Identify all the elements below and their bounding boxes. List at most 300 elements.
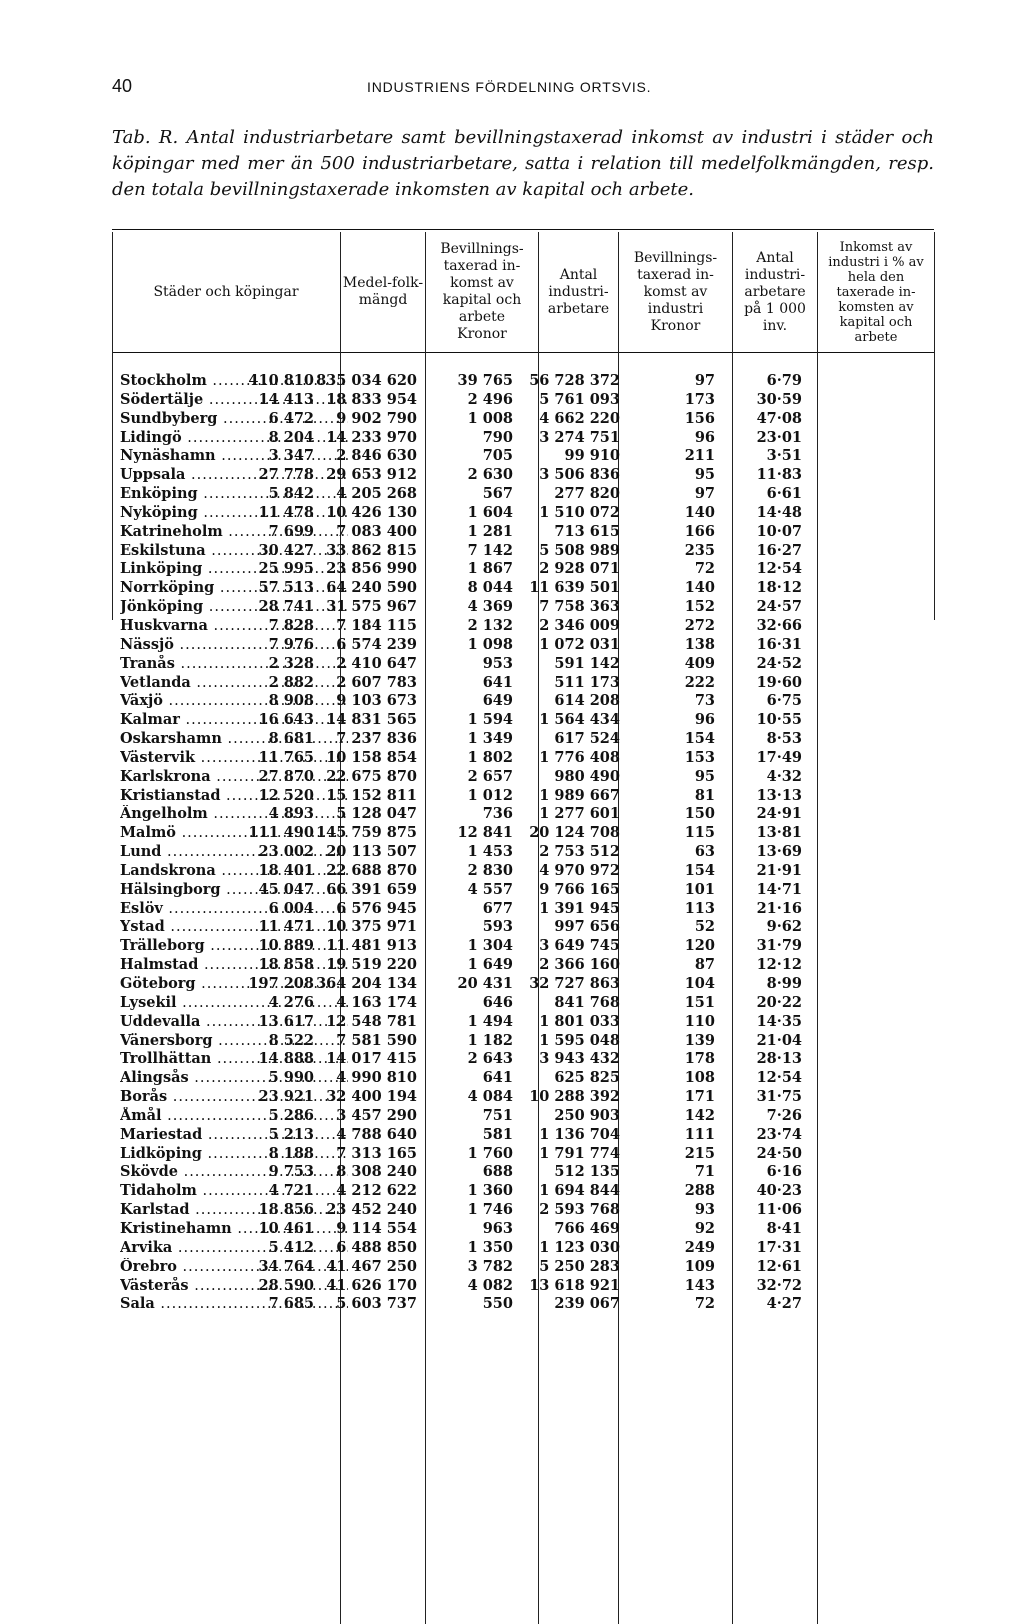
page-header bbox=[112, 76, 932, 100]
income-share-value: 10·07 bbox=[756, 522, 802, 540]
population-value: 16 643 bbox=[258, 711, 314, 729]
industry-income-value: 11 639 501 bbox=[529, 579, 620, 597]
workers-per-1000-value: 72 bbox=[694, 560, 715, 578]
city-name: Jönköping ..... bbox=[120, 598, 348, 617]
workers-per-1000-value: 96 bbox=[694, 428, 715, 446]
workers-per-1000-value: 52 bbox=[694, 918, 715, 936]
city-name: Uddevalla ..... bbox=[120, 1013, 348, 1032]
header-population-label: Medel-folk-mängd bbox=[342, 275, 424, 308]
income-share-value: 4·27 bbox=[766, 1295, 802, 1313]
city-name: Landskrona ..... bbox=[120, 862, 348, 881]
population-value: 2 328 bbox=[268, 654, 314, 672]
workers-value: 7 142 bbox=[467, 541, 513, 559]
workers-per-1000-value: 97 bbox=[694, 485, 715, 503]
city-name: Mariestad ..... bbox=[120, 1126, 348, 1145]
total-income-value: 23 856 990 bbox=[326, 560, 417, 578]
income-share-value: 14·71 bbox=[756, 880, 802, 898]
workers-value: 1 453 bbox=[467, 843, 513, 861]
workers-value: 1 649 bbox=[467, 956, 513, 974]
total-income-value: 23 452 240 bbox=[326, 1201, 417, 1219]
population-value: 7 976 bbox=[268, 635, 314, 653]
header-industry-income-unit: Kronor bbox=[650, 317, 701, 334]
city-name: Uppsala ..... bbox=[120, 466, 348, 485]
workers-value: 1 350 bbox=[467, 1238, 513, 1256]
workers-per-1000-value: 138 bbox=[684, 635, 715, 653]
workers-value: 705 bbox=[482, 447, 513, 465]
workers-per-1000-value: 143 bbox=[684, 1276, 715, 1294]
workers-per-1000-value: 108 bbox=[684, 1069, 715, 1087]
total-income-value: 2 410 647 bbox=[336, 654, 417, 672]
city-name: Lysekil ..... bbox=[120, 994, 348, 1013]
income-share-value: 24·57 bbox=[756, 598, 802, 616]
industry-income-value: 1 123 030 bbox=[539, 1238, 620, 1256]
workers-per-1000-value: 171 bbox=[684, 1088, 715, 1106]
workers-value: 641 bbox=[482, 673, 513, 691]
total-income-value: 14 017 415 bbox=[326, 1050, 417, 1068]
population-value: 4 893 bbox=[268, 805, 314, 823]
industry-income-value: 5 250 283 bbox=[539, 1257, 620, 1275]
industry-income-value: 3 649 745 bbox=[539, 937, 620, 955]
city-name: Hälsingborg ..... bbox=[120, 881, 348, 900]
workers-per-1000-value: 109 bbox=[684, 1257, 715, 1275]
table-body bbox=[112, 372, 934, 1314]
workers-value: 736 bbox=[482, 805, 513, 823]
industry-income-value: 3 274 751 bbox=[539, 428, 620, 446]
industry-income-value: 56 728 372 bbox=[529, 372, 620, 389]
workers-per-1000-value: 87 bbox=[694, 956, 715, 974]
income-share-value: 17·31 bbox=[756, 1238, 802, 1256]
table-row bbox=[112, 410, 934, 429]
population-value: 410 810 bbox=[248, 372, 314, 389]
industry-income-value: 99 910 bbox=[564, 447, 620, 465]
workers-value: 2 630 bbox=[467, 466, 513, 484]
population-value: 3 347 bbox=[268, 447, 314, 465]
workers-value: 1 349 bbox=[467, 730, 513, 748]
total-income-value: 7 313 165 bbox=[336, 1144, 417, 1162]
table-row bbox=[112, 1107, 934, 1126]
industry-income-value: 32 727 863 bbox=[529, 975, 620, 992]
table-row bbox=[112, 1277, 934, 1296]
total-income-value: 66 391 659 bbox=[326, 880, 417, 898]
workers-per-1000-value: 235 bbox=[684, 541, 715, 559]
workers-per-1000-value: 142 bbox=[684, 1106, 715, 1124]
city-name: Tidaholm ..... bbox=[120, 1182, 348, 1201]
workers-per-1000-value: 152 bbox=[684, 598, 715, 616]
workers-per-1000-value: 249 bbox=[684, 1238, 715, 1256]
population-value: 11 471 bbox=[258, 918, 314, 936]
income-share-value: 6·75 bbox=[766, 692, 802, 710]
income-share-value: 13·13 bbox=[756, 786, 802, 804]
industry-income-value: 10 288 392 bbox=[529, 1088, 620, 1106]
income-share-value: 31·79 bbox=[756, 937, 802, 955]
column-rule bbox=[934, 232, 935, 620]
city-name: Arvika ..... bbox=[120, 1239, 348, 1258]
population-value: 13 617 bbox=[258, 1012, 314, 1030]
industry-income-value: 614 208 bbox=[554, 692, 620, 710]
table-row bbox=[112, 579, 934, 598]
table-row bbox=[112, 1201, 934, 1220]
income-share-value: 21·04 bbox=[756, 1031, 802, 1049]
workers-per-1000-value: 215 bbox=[684, 1144, 715, 1162]
workers-value: 1 802 bbox=[467, 748, 513, 766]
industry-income-value: 3 506 836 bbox=[539, 466, 620, 484]
industry-income-value: 1 595 048 bbox=[539, 1031, 620, 1049]
table-caption-text: Antal industriarbetare samt bevillningstaxerad inkomst av industri i städer och köpingar med mer än 500 industriarbetare, satta i relation till medelfolkmängden, resp. den totala bevillningstaxerade inkomsten av kapital och arbete. bbox=[112, 127, 934, 200]
income-share-value: 11·06 bbox=[756, 1201, 802, 1219]
total-income-value: 18 833 954 bbox=[326, 390, 417, 408]
total-income-value: 31 575 967 bbox=[326, 598, 417, 616]
table-row bbox=[112, 617, 934, 636]
city-name: Enköping ..... bbox=[120, 485, 348, 504]
workers-value: 953 bbox=[482, 654, 513, 672]
workers-per-1000-value: 150 bbox=[684, 805, 715, 823]
header-workers-label: Antal industri-arbetare bbox=[547, 266, 610, 317]
population-value: 18 858 bbox=[258, 956, 314, 974]
city-name: Katrineholm ..... bbox=[120, 523, 348, 542]
total-income-value: 32 400 194 bbox=[326, 1088, 417, 1106]
income-share-value: 17·49 bbox=[756, 748, 802, 766]
table-row bbox=[112, 485, 934, 504]
table-row bbox=[112, 1088, 934, 1107]
workers-per-1000-value: 71 bbox=[694, 1163, 715, 1181]
population-value: 57 513 bbox=[258, 579, 314, 597]
population-value: 197 208 bbox=[248, 975, 314, 992]
industry-income-value: 4 970 972 bbox=[539, 861, 620, 879]
table-caption bbox=[112, 125, 934, 203]
table-row bbox=[112, 881, 934, 900]
income-share-value: 13·69 bbox=[756, 843, 802, 861]
total-income-value: 5 603 737 bbox=[336, 1295, 417, 1313]
table-row bbox=[112, 1050, 934, 1069]
industry-income-value: 4 662 220 bbox=[539, 409, 620, 427]
workers-per-1000-value: 156 bbox=[684, 409, 715, 427]
table-row bbox=[112, 843, 934, 862]
total-income-value: 4 205 268 bbox=[336, 485, 417, 503]
workers-value: 1 760 bbox=[467, 1144, 513, 1162]
city-name: Kalmar ..... bbox=[120, 711, 348, 730]
table-row bbox=[112, 787, 934, 806]
income-share-value: 10·55 bbox=[756, 711, 802, 729]
table-row bbox=[112, 937, 934, 956]
industry-income-value: 841 768 bbox=[554, 993, 620, 1011]
population-value: 45 047 bbox=[258, 880, 314, 898]
industry-income-value: 2 346 009 bbox=[539, 616, 620, 634]
workers-value: 39 765 bbox=[457, 372, 513, 389]
header-workers-per-1000 bbox=[734, 236, 816, 348]
population-value: 4 276 bbox=[268, 993, 314, 1011]
industry-income-value: 2 928 071 bbox=[539, 560, 620, 578]
city-name: Växjö ..... bbox=[120, 692, 348, 711]
workers-value: 567 bbox=[482, 485, 513, 503]
table-label: Tab. R. bbox=[112, 127, 179, 148]
city-name: Stockholm ..... bbox=[120, 372, 348, 391]
header-workers bbox=[540, 236, 617, 348]
table-row bbox=[112, 429, 934, 448]
income-share-value: 32·66 bbox=[756, 616, 802, 634]
city-name: Ystad ..... bbox=[120, 918, 348, 937]
city-name: Nynäshamn ..... bbox=[120, 447, 348, 466]
income-share-value: 19·60 bbox=[756, 673, 802, 691]
table-row bbox=[112, 560, 934, 579]
workers-value: 2 132 bbox=[467, 616, 513, 634]
table-row bbox=[112, 768, 934, 787]
header-population bbox=[342, 236, 424, 348]
industry-income-value: 239 067 bbox=[554, 1295, 620, 1313]
industry-income-value: 1 694 844 bbox=[539, 1182, 620, 1200]
income-share-value: 12·54 bbox=[756, 1069, 802, 1087]
industry-income-value: 1 801 033 bbox=[539, 1012, 620, 1030]
workers-per-1000-value: 111 bbox=[684, 1125, 715, 1143]
industry-income-value: 7 758 363 bbox=[539, 598, 620, 616]
workers-value: 593 bbox=[482, 918, 513, 936]
workers-per-1000-value: 96 bbox=[694, 711, 715, 729]
income-share-value: 8·99 bbox=[766, 975, 802, 992]
city-name: Karlskrona ..... bbox=[120, 768, 348, 787]
workers-per-1000-value: 211 bbox=[684, 447, 715, 465]
workers-per-1000-value: 166 bbox=[684, 522, 715, 540]
workers-value: 963 bbox=[482, 1219, 513, 1237]
industry-income-value: 997 656 bbox=[554, 918, 620, 936]
table-row bbox=[112, 542, 934, 561]
running-head: INDUSTRIENS FÖRDELNING ORTSVIS. bbox=[367, 79, 652, 95]
industry-income-value: 511 173 bbox=[554, 673, 620, 691]
workers-per-1000-value: 154 bbox=[684, 730, 715, 748]
table-row bbox=[112, 674, 934, 693]
workers-value: 649 bbox=[482, 692, 513, 710]
industry-income-value: 3 943 432 bbox=[539, 1050, 620, 1068]
workers-per-1000-value: 153 bbox=[684, 748, 715, 766]
workers-value: 1 098 bbox=[467, 635, 513, 653]
workers-value: 1 182 bbox=[467, 1031, 513, 1049]
industry-income-value: 277 820 bbox=[554, 485, 620, 503]
total-income-value: 5 128 047 bbox=[336, 805, 417, 823]
industry-income-value: 1 072 031 bbox=[539, 635, 620, 653]
income-share-value: 18·12 bbox=[756, 579, 802, 597]
income-share-value: 3·51 bbox=[766, 447, 802, 465]
table-row bbox=[112, 372, 934, 391]
table-row bbox=[112, 391, 934, 410]
industry-income-value: 625 825 bbox=[554, 1069, 620, 1087]
workers-value: 688 bbox=[482, 1163, 513, 1181]
city-name: Göteborg ..... bbox=[120, 975, 348, 994]
city-name: Malmö ..... bbox=[120, 824, 348, 843]
workers-per-1000-value: 104 bbox=[684, 975, 715, 992]
header-cities bbox=[114, 236, 338, 348]
city-name: Sundbyberg ..... bbox=[120, 410, 348, 429]
total-income-value: 4 163 174 bbox=[336, 993, 417, 1011]
table-top-rule bbox=[112, 229, 934, 230]
income-share-value: 47·08 bbox=[756, 409, 802, 427]
header-total-income-unit: Kronor bbox=[457, 326, 507, 342]
industry-income-value: 13 618 921 bbox=[529, 1276, 620, 1294]
population-value: 11 765 bbox=[258, 748, 314, 766]
table-row bbox=[112, 749, 934, 768]
table-row bbox=[112, 504, 934, 523]
industry-income-value: 1 136 704 bbox=[539, 1125, 620, 1143]
workers-per-1000-value: 92 bbox=[694, 1219, 715, 1237]
income-share-value: 6·61 bbox=[766, 485, 802, 503]
population-value: 6 472 bbox=[268, 409, 314, 427]
table-row bbox=[112, 1013, 934, 1032]
workers-per-1000-value: 97 bbox=[694, 372, 715, 389]
population-value: 34 764 bbox=[258, 1257, 314, 1275]
table-row bbox=[112, 655, 934, 674]
city-name: Lidköping ..... bbox=[120, 1145, 348, 1164]
population-value: 18 401 bbox=[258, 861, 314, 879]
table-row bbox=[112, 918, 934, 937]
workers-per-1000-value: 73 bbox=[694, 692, 715, 710]
city-name: Norrköping ..... bbox=[120, 579, 348, 598]
population-value: 7 828 bbox=[268, 616, 314, 634]
city-name: Halmstad ..... bbox=[120, 956, 348, 975]
total-income-value: 364 204 134 bbox=[316, 975, 417, 992]
total-income-value: 6 576 945 bbox=[336, 899, 417, 917]
total-income-value: 145 759 875 bbox=[316, 824, 417, 842]
total-income-value: 19 519 220 bbox=[326, 956, 417, 974]
city-name: Eslöv ..... bbox=[120, 900, 348, 919]
income-share-value: 31·75 bbox=[756, 1088, 802, 1106]
table-row bbox=[112, 1239, 934, 1258]
industry-income-value: 20 124 708 bbox=[529, 824, 620, 842]
table-row bbox=[112, 805, 934, 824]
total-income-value: 8 308 240 bbox=[336, 1163, 417, 1181]
city-name: Nyköping ..... bbox=[120, 504, 348, 523]
workers-value: 4 557 bbox=[467, 880, 513, 898]
workers-value: 2 496 bbox=[467, 390, 513, 408]
total-income-value: 2 846 630 bbox=[336, 447, 417, 465]
total-income-value: 22 675 870 bbox=[326, 767, 417, 785]
income-share-value: 12·12 bbox=[756, 956, 802, 974]
population-value: 8 188 bbox=[268, 1144, 314, 1162]
city-name: Borås ..... bbox=[120, 1088, 348, 1107]
industry-income-value: 617 524 bbox=[554, 730, 620, 748]
workers-value: 790 bbox=[482, 428, 513, 446]
city-name: Lidingö ..... bbox=[120, 429, 348, 448]
city-name: Västerås ..... bbox=[120, 1277, 348, 1296]
income-share-value: 6·79 bbox=[766, 372, 802, 389]
workers-value: 1 494 bbox=[467, 1012, 513, 1030]
total-income-value: 22 688 870 bbox=[326, 861, 417, 879]
total-income-value: 41 626 170 bbox=[326, 1276, 417, 1294]
workers-per-1000-value: 95 bbox=[694, 466, 715, 484]
total-income-value: 33 862 815 bbox=[326, 541, 417, 559]
industry-income-value: 9 766 165 bbox=[539, 880, 620, 898]
workers-per-1000-value: 140 bbox=[684, 503, 715, 521]
population-value: 14 888 bbox=[258, 1050, 314, 1068]
table-row bbox=[112, 1145, 934, 1164]
total-income-value: 6 488 850 bbox=[336, 1238, 417, 1256]
income-share-value: 20·22 bbox=[756, 993, 802, 1011]
total-income-value: 64 240 590 bbox=[326, 579, 417, 597]
workers-per-1000-value: 272 bbox=[684, 616, 715, 634]
workers-per-1000-value: 113 bbox=[684, 899, 715, 917]
workers-value: 2 643 bbox=[467, 1050, 513, 1068]
population-value: 10 461 bbox=[258, 1219, 314, 1237]
workers-per-1000-value: 110 bbox=[684, 1012, 715, 1030]
workers-per-1000-value: 93 bbox=[694, 1201, 715, 1219]
workers-value: 4 369 bbox=[467, 598, 513, 616]
population-value: 9 753 bbox=[268, 1163, 314, 1181]
population-value: 8 204 bbox=[268, 428, 314, 446]
city-name: Lund ..... bbox=[120, 843, 348, 862]
income-share-value: 12·54 bbox=[756, 560, 802, 578]
income-share-value: 9·62 bbox=[766, 918, 802, 936]
income-share-value: 23·74 bbox=[756, 1125, 802, 1143]
workers-value: 677 bbox=[482, 899, 513, 917]
income-share-value: 6·16 bbox=[766, 1163, 802, 1181]
header-industry-income-label: Bevillnings-taxerad in-komst av industri bbox=[633, 249, 718, 317]
total-income-value: 10 375 971 bbox=[326, 918, 417, 936]
city-name: Åmål ..... bbox=[120, 1107, 348, 1126]
population-value: 111 490 bbox=[248, 824, 314, 842]
population-value: 5 213 bbox=[268, 1125, 314, 1143]
table-row bbox=[112, 1163, 934, 1182]
table-row bbox=[112, 1220, 934, 1239]
workers-value: 1 304 bbox=[467, 937, 513, 955]
total-income-value: 835 034 620 bbox=[316, 372, 417, 389]
population-value: 28 741 bbox=[258, 598, 314, 616]
industry-income-value: 2 593 768 bbox=[539, 1201, 620, 1219]
city-name: Kristianstad ..... bbox=[120, 787, 348, 806]
header-industry-income bbox=[620, 236, 731, 348]
workers-value: 1 008 bbox=[467, 409, 513, 427]
workers-per-1000-value: 140 bbox=[684, 579, 715, 597]
table-row bbox=[112, 523, 934, 542]
population-value: 27 778 bbox=[258, 466, 314, 484]
workers-value: 646 bbox=[482, 993, 513, 1011]
workers-per-1000-value: 81 bbox=[694, 786, 715, 804]
workers-per-1000-value: 173 bbox=[684, 390, 715, 408]
population-value: 5 990 bbox=[268, 1069, 314, 1087]
income-share-value: 24·52 bbox=[756, 654, 802, 672]
income-share-value: 14·35 bbox=[756, 1012, 802, 1030]
table-row bbox=[112, 994, 934, 1013]
population-value: 7 699 bbox=[268, 522, 314, 540]
workers-per-1000-value: 409 bbox=[684, 654, 715, 672]
table-row bbox=[112, 1069, 934, 1088]
population-value: 18 856 bbox=[258, 1201, 314, 1219]
population-value: 4 721 bbox=[268, 1182, 314, 1200]
workers-per-1000-value: 151 bbox=[684, 993, 715, 1011]
total-income-value: 7 237 836 bbox=[336, 730, 417, 748]
income-share-value: 12·61 bbox=[756, 1257, 802, 1275]
population-value: 23 002 bbox=[258, 843, 314, 861]
industry-income-value: 591 142 bbox=[554, 654, 620, 672]
income-share-value: 16·27 bbox=[756, 541, 802, 559]
city-name: Alingsås ..... bbox=[120, 1069, 348, 1088]
workers-value: 1 360 bbox=[467, 1182, 513, 1200]
table-row bbox=[112, 711, 934, 730]
city-name: Oskarshamn ..... bbox=[120, 730, 348, 749]
workers-per-1000-value: 115 bbox=[684, 824, 715, 842]
total-income-value: 2 607 783 bbox=[336, 673, 417, 691]
city-name: Nässjö ..... bbox=[120, 636, 348, 655]
income-share-value: 4·32 bbox=[766, 767, 802, 785]
population-value: 5 412 bbox=[268, 1238, 314, 1256]
industry-income-value: 1 989 667 bbox=[539, 786, 620, 804]
income-share-value: 8·53 bbox=[766, 730, 802, 748]
table-row bbox=[112, 824, 934, 843]
table-row bbox=[112, 1295, 934, 1314]
income-share-value: 30·59 bbox=[756, 390, 802, 408]
header-income-share bbox=[819, 236, 933, 348]
total-income-value: 14 831 565 bbox=[326, 711, 417, 729]
header-income-share-label: Inkomst av industri i % av hela den taxerade in-komsten av kapital och arbete bbox=[828, 239, 924, 345]
total-income-value: 4 990 810 bbox=[336, 1069, 417, 1087]
total-income-value: 7 184 115 bbox=[336, 616, 417, 634]
workers-value: 1 867 bbox=[467, 560, 513, 578]
city-name: Trollhättan ..... bbox=[120, 1050, 348, 1069]
